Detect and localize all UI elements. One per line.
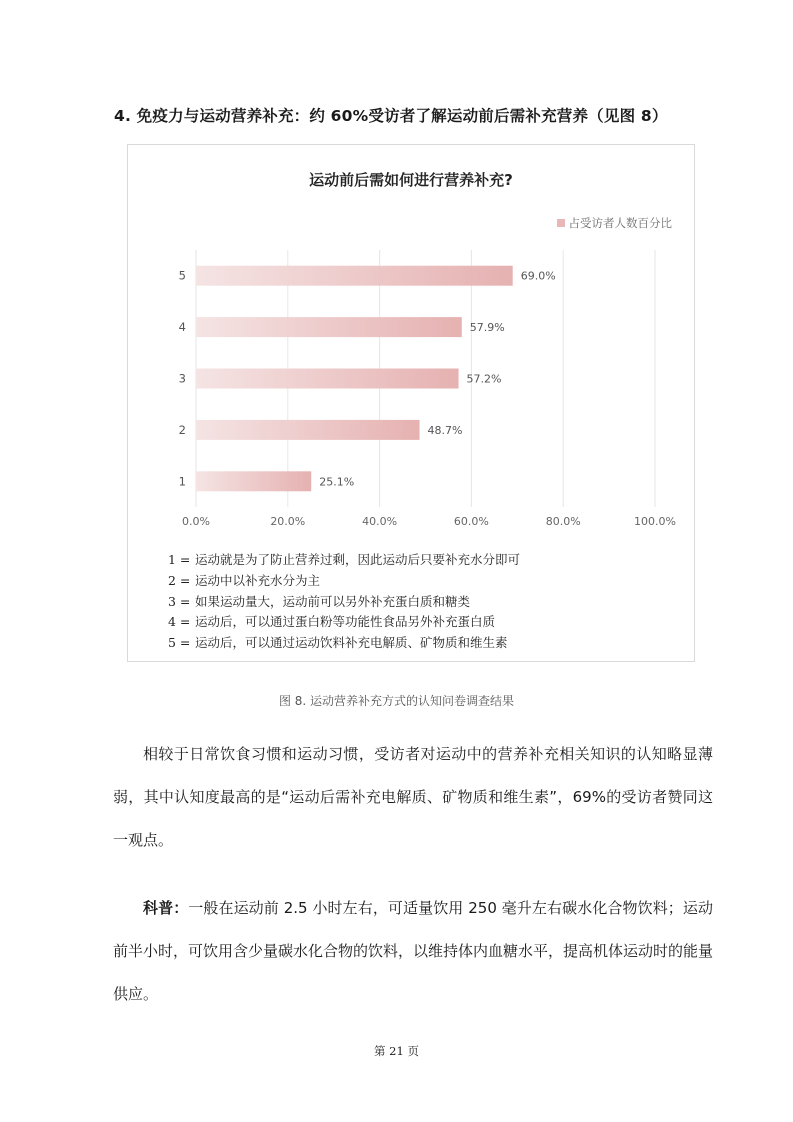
legend-notes: [168, 550, 520, 654]
science-label: 科普：: [143, 899, 189, 917]
note-text: 运动中以补充水分为主: [195, 572, 321, 588]
note-row: [168, 633, 520, 654]
legend-label: 占受访者人数百分比: [568, 216, 672, 230]
science-paragraph: [113, 887, 713, 1016]
bar: [196, 471, 311, 491]
x-tick-label: 80.0%: [545, 515, 581, 528]
note-text: 运动就是为了防止营养过剩，因此运动后只要补充水分即可: [195, 552, 521, 567]
bar-chart: [128, 145, 696, 545]
x-tick-label: 100.0%: [634, 515, 676, 528]
figure-box: [127, 144, 695, 662]
data-label: 69.0%: [520, 269, 556, 283]
chart-title: 运动前后需如何进行营养补充?: [309, 171, 513, 189]
science-text: 一般在运动前 2.5 小时左右，可适量饮用 250 毫升左右碳水化合物饮料；运动前半小时，可饮用含少量碳水化合物的饮料，以维持体内血糖水平，提高机体运动时的能量供应。: [113, 899, 714, 1003]
note-text: 如果运动量大，运动前可以另外补充蛋白质和糖类: [195, 593, 471, 609]
note-row: [168, 612, 520, 633]
y-tick-label: 1: [178, 474, 186, 489]
y-tick-label: 5: [178, 268, 186, 283]
note-key: 5 =: [168, 635, 191, 651]
note-row: [168, 571, 520, 592]
y-tick-label: 4: [178, 320, 186, 335]
bar: [196, 420, 420, 440]
data-label: 57.9%: [469, 321, 505, 335]
note-text: 运动后，可以通过蛋白粉等功能性食品另外补充蛋白质: [195, 614, 496, 630]
figure-caption: 图 8. 运动营养补充方式的认知问卷调查结果: [278, 694, 515, 708]
note-text: 运动后，可以通过运动饮料补充电解质、矿物质和维生素: [195, 635, 508, 651]
bar: [196, 266, 513, 286]
bar: [196, 317, 462, 337]
section-heading: 4. 免疫力与运动营养补充：约 60%受访者了解运动前后需补充营养（见图 8）: [114, 107, 668, 125]
x-tick-label: 40.0%: [362, 515, 398, 528]
bar: [196, 369, 459, 389]
note-row: [168, 550, 520, 571]
data-label: 57.2%: [466, 372, 502, 386]
data-label: 48.7%: [427, 423, 463, 437]
x-tick-label: 60.0%: [453, 515, 489, 528]
body-paragraph: [113, 733, 713, 862]
page-number: 第 21 页: [374, 1044, 419, 1058]
y-tick-label: 3: [178, 371, 186, 386]
note-key: 2 =: [168, 572, 191, 588]
note-key: 1 =: [168, 552, 191, 567]
y-tick-label: 2: [178, 422, 186, 437]
paragraph-text: [113, 887, 713, 1016]
paragraph-text: 相较于日常饮食习惯和运动习惯，受访者对运动中的营养补充相关知识的认知略显薄弱，其中认知度最高的是“运动后需补充电解质、矿物质和维生素”，69%的受访者赞同这一观点。: [113, 745, 713, 849]
data-label: 25.1%: [319, 475, 355, 489]
note-row: [168, 592, 520, 613]
note-key: 3 =: [168, 593, 191, 609]
x-tick-label: 20.0%: [270, 515, 306, 528]
note-key: 4 =: [168, 614, 191, 630]
x-tick-label: 0.0%: [182, 515, 210, 528]
